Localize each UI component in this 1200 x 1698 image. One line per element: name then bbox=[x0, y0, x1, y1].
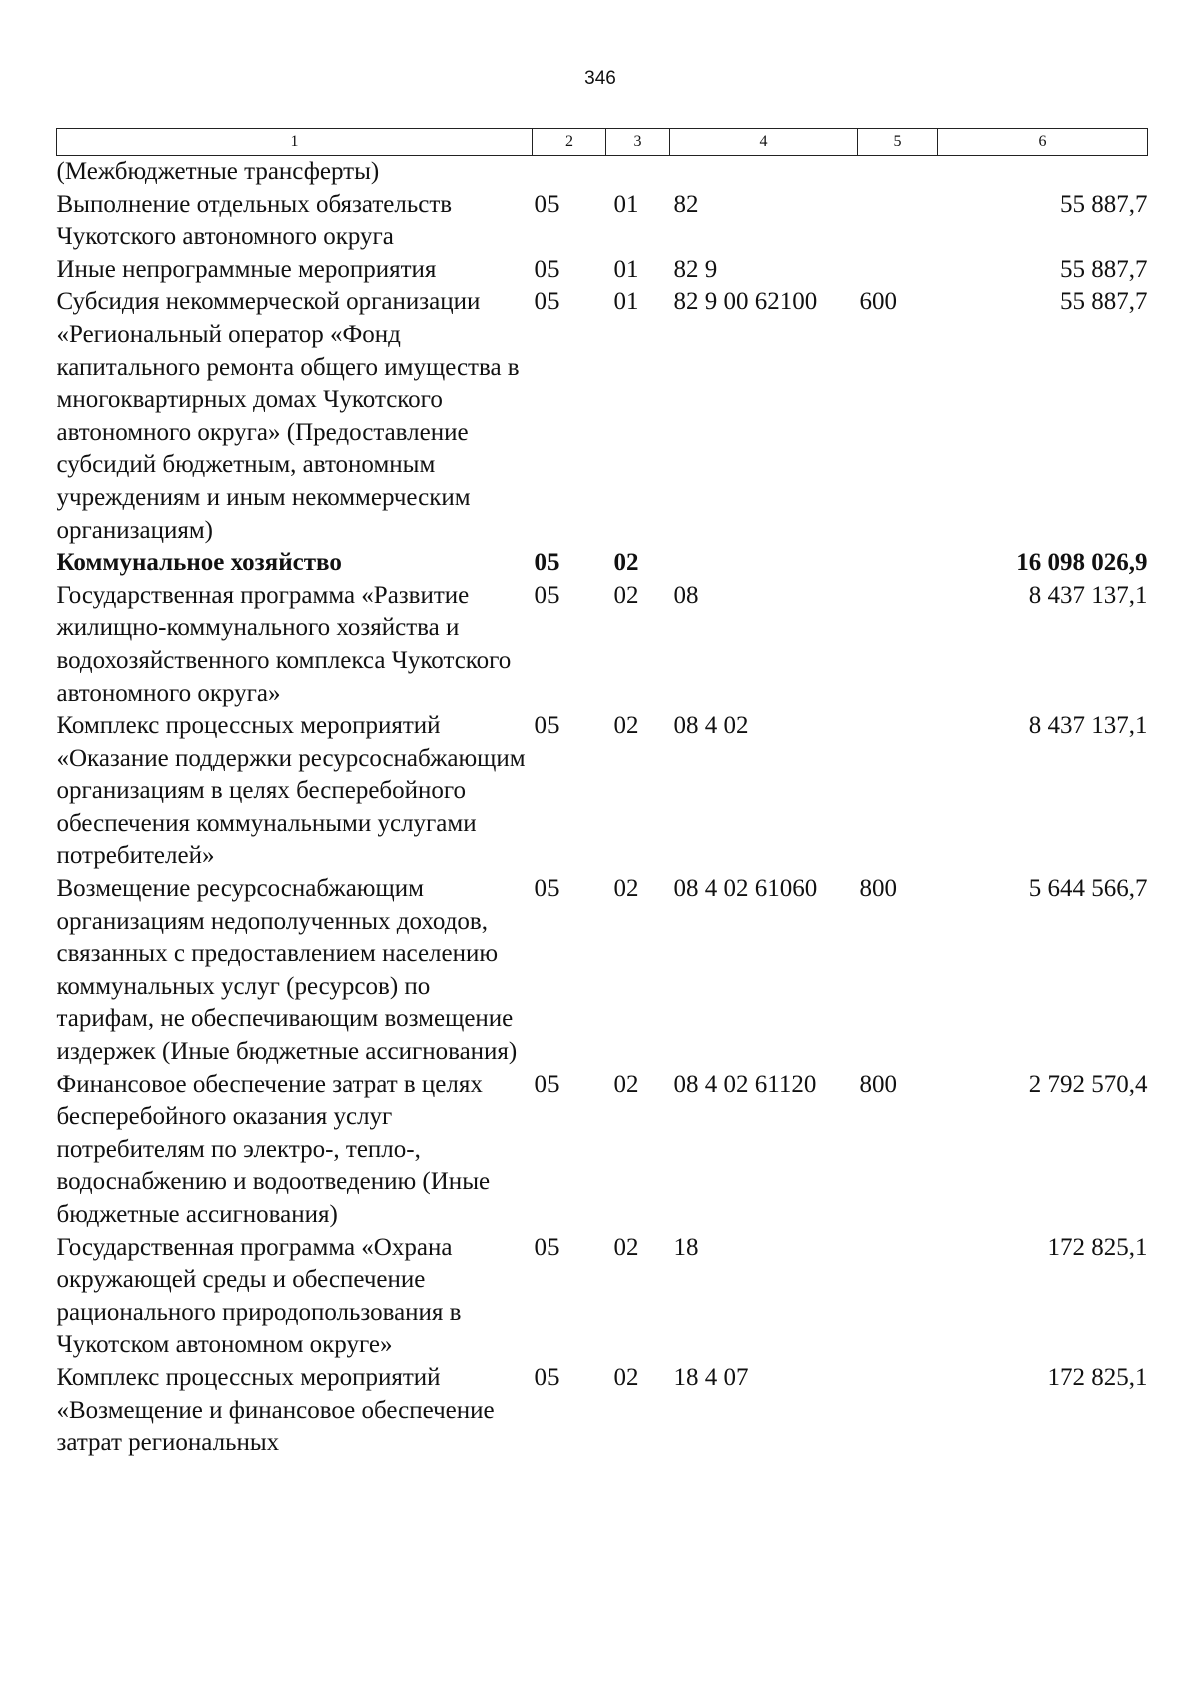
row-name: Выполнение отдельных обязательств Чукотского автономного округа bbox=[56, 190, 453, 251]
expense-type: 600 bbox=[859, 288, 897, 316]
target-article: 82 9 bbox=[673, 255, 718, 283]
table-row bbox=[57, 873, 1148, 1069]
amount: 55 887,7 bbox=[1060, 288, 1148, 316]
section-code: 05 bbox=[534, 288, 560, 316]
header-cell: 6 bbox=[938, 129, 1148, 156]
page-number: 346 bbox=[584, 68, 616, 89]
target-article bbox=[670, 156, 858, 189]
section-code: 05 bbox=[534, 712, 560, 740]
header-cell: 4 bbox=[670, 129, 858, 156]
target-article: 08 4 02 61120 bbox=[673, 1070, 817, 1098]
amount: 8 437 137,1 bbox=[1028, 712, 1148, 740]
subsection-code: 02 bbox=[613, 712, 639, 740]
expense-type bbox=[858, 254, 938, 287]
row-name: Комплекс процессных мероприятий «Оказание поддержки ресурсоснабжающим организациям в целях бесперебойного обеспечения коммунальными услугами потребителей» bbox=[56, 712, 526, 870]
table-row bbox=[57, 156, 1148, 189]
amount: 55 887,7 bbox=[1060, 255, 1148, 283]
section-code: 05 bbox=[534, 1070, 560, 1098]
row-name: Комплекс процессных мероприятий «Возмещение и финансовое обеспечение затрат региональных bbox=[56, 1363, 495, 1457]
subsection-code: 02 bbox=[613, 875, 639, 903]
row-name: Государственная программа «Охрана окружающей среды и обеспечение рационального природопользования в Чукотском автономном округе» bbox=[56, 1233, 462, 1359]
expense-type bbox=[858, 1362, 938, 1460]
amount: 2 792 570,4 bbox=[1028, 1070, 1148, 1098]
table-row bbox=[57, 580, 1148, 710]
subsection-code: 01 bbox=[613, 190, 639, 218]
subsection-code: 02 bbox=[613, 581, 639, 609]
row-name: Коммунальное хозяйство bbox=[56, 549, 342, 577]
subsection-code: 01 bbox=[613, 288, 639, 316]
table-row bbox=[57, 1232, 1148, 1362]
row-name: Иные непрограммные мероприятия bbox=[56, 255, 437, 283]
target-article bbox=[670, 547, 858, 580]
expense-type bbox=[858, 547, 938, 580]
section-code bbox=[533, 156, 606, 189]
header-cell: 5 bbox=[858, 129, 938, 156]
expense-type bbox=[858, 189, 938, 254]
expense-type: 800 bbox=[859, 1070, 897, 1098]
target-article: 18 bbox=[673, 1233, 699, 1261]
target-article: 82 9 00 62100 bbox=[673, 288, 818, 316]
target-article: 08 4 02 61060 bbox=[673, 875, 818, 903]
header-cell: 2 bbox=[533, 129, 606, 156]
subsection-code: 01 bbox=[613, 255, 639, 283]
amount: 8 437 137,1 bbox=[1028, 581, 1148, 609]
amount bbox=[938, 156, 1148, 189]
row-name: Субсидия некоммерческой организации «Региональный оператор «Фонд капитального ремонта общего имущества в многоквартирных домах Чукотского автономного округа» (Предоставление субсидий бюджетным, автономным учреждениям и иным некоммерческим организациям) bbox=[56, 288, 520, 544]
section-code: 05 bbox=[534, 581, 560, 609]
amount: 172 825,1 bbox=[1047, 1363, 1148, 1391]
target-article: 08 4 02 bbox=[673, 712, 749, 740]
target-article: 82 bbox=[673, 190, 699, 218]
table-row bbox=[57, 189, 1148, 254]
section-code: 05 bbox=[534, 255, 560, 283]
section-code: 05 bbox=[534, 190, 560, 218]
table-row bbox=[57, 254, 1148, 287]
header-cell: 1 bbox=[57, 129, 533, 156]
amount: 172 825,1 bbox=[1047, 1233, 1148, 1261]
section-code: 05 bbox=[534, 1363, 560, 1391]
table-row bbox=[57, 710, 1148, 873]
row-name: (Межбюджетные трансферты) bbox=[56, 158, 380, 185]
table-row bbox=[57, 547, 1148, 580]
row-name: Возмещение ресурсоснабжающим организациям недополученных доходов, связанных с предоставлением населению коммунальных услуг (ресурсов) по тарифам, не обеспечивающим возмещение издержек (Иные бюджетные ассигнования) bbox=[56, 875, 518, 1066]
amount: 16 098 026,9 bbox=[1016, 549, 1148, 577]
expense-type bbox=[858, 580, 938, 710]
table-row bbox=[57, 1362, 1148, 1460]
header-cell: 3 bbox=[606, 129, 670, 156]
table-row bbox=[57, 286, 1148, 547]
section-code: 05 bbox=[534, 875, 560, 903]
table-row bbox=[57, 1069, 1148, 1232]
target-article: 08 bbox=[673, 581, 699, 609]
subsection-code: 02 bbox=[613, 1070, 639, 1098]
budget-table bbox=[56, 128, 1148, 1460]
header-row bbox=[57, 129, 1148, 156]
target-article: 18 4 07 bbox=[673, 1363, 749, 1391]
section-code: 05 bbox=[534, 1233, 560, 1261]
row-name: Финансовое обеспечение затрат в целях бесперебойного оказания услуг потребителям по электро-, тепло-, водоснабжению и водоотведению (Иные бюджетные ассигнования) bbox=[56, 1070, 491, 1228]
subsection-code: 02 bbox=[613, 1363, 639, 1391]
subsection-code bbox=[606, 156, 670, 189]
expense-type bbox=[858, 710, 938, 873]
table-body bbox=[57, 156, 1148, 1460]
subsection-code: 02 bbox=[613, 549, 639, 577]
row-name: Государственная программа «Развитие жилищно-коммунального хозяйства и водохозяйственного комплекса Чукотского автономного округа» bbox=[56, 581, 512, 707]
expense-type bbox=[858, 1232, 938, 1362]
table-header bbox=[57, 129, 1148, 156]
expense-type: 800 bbox=[859, 875, 897, 903]
subsection-code: 02 bbox=[613, 1233, 639, 1261]
expense-type bbox=[858, 156, 938, 189]
amount: 55 887,7 bbox=[1060, 190, 1148, 218]
section-code: 05 bbox=[534, 549, 560, 577]
amount: 5 644 566,7 bbox=[1028, 875, 1148, 903]
